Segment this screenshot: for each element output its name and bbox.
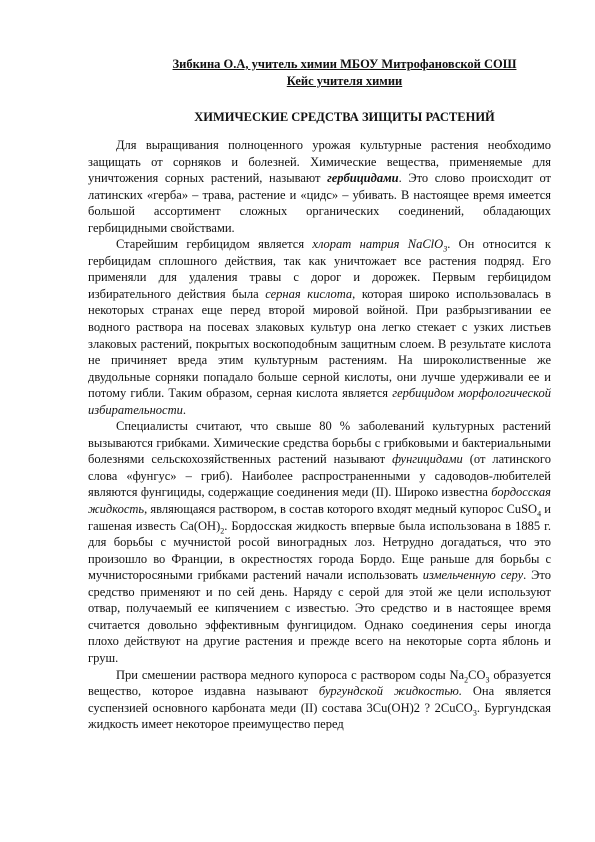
text-span: . Он относится к гербицидам сплошного действия, так как уничтожает все растения подряд. Его применяли для удаления травы с дорог и дорожек. Первым гербицидом избирательного действия была bbox=[88, 237, 551, 301]
text-span: образуется вещество, которое издавна называют bbox=[88, 667, 551, 699]
text-span: , которая широко использовалась в некоторых странах еще перед второй мировой войной. При разбрызгивании ее водного раствора на посевах злаковых культур она легко стекает с узких листьев злаковых растений, покрытых воскоподобным защитным слоем. В результате кислота не причиняет вреда этим культурным растениям. На широколиственные же двудольные сорняки попадало больше серной кислоты, они лучше удерживали ее и потому гибли. Таким образом, серная кислота является bbox=[88, 286, 551, 401]
text-span: хлорат натрия NaClO bbox=[312, 237, 444, 252]
text-span: Для выращивания полноценного урожая культурные растения необходимо защищать от сорняков и болезней. Химические вещества, применяемые для уничтожения сорных растений, называют bbox=[88, 138, 551, 186]
term-fungicides: фунгицидами bbox=[392, 452, 463, 467]
text-span: . Бордосская жидкость впервые была использована в 1885 г. для борьбы с мучнистой росой виноградных лоз. Нетрудно догадаться, что это произошло во Франции, в окрестностях города Бордо. Еще раньше для борьбы с мучнисторосяными грибками растений начали использовать bbox=[88, 518, 551, 583]
term-ground-sulfur: измельченную серу bbox=[422, 568, 524, 583]
text-span: (от латинского слова «фунгус» – гриб). Наиболее распространенными у садоводов-любителей являются фунгициды, содержащие соединения меди (II). Широко известна bbox=[88, 452, 551, 500]
chem-sodium-chlorate bbox=[312, 237, 448, 254]
case-subtitle: Кейс учителя химии bbox=[286, 74, 403, 88]
text-span: . Это средство применяют и по сей день. Наряду с серой для этой же цели используют отвар, получаемый ее кипячением с известью. Это средство и в настоящее время считается довольно эффективным фунгицидом. Однако соединения серы иногда плохо действуют на другие растения и прежде всего на некоторые сорта яблонь и груш. bbox=[88, 568, 551, 665]
paragraph-herbicides-intro bbox=[88, 137, 551, 236]
subscript: 3 bbox=[485, 675, 490, 684]
text-span: Старейшим гербицидом является bbox=[116, 237, 313, 252]
text-span: . Бургундская жидкость имеет некоторое преимущество перед bbox=[88, 700, 551, 732]
term-burgundy-mixture: бургундской жидкостью. bbox=[318, 684, 462, 699]
text-span: Она является суспензией основного карбоната меди (II) состава 3Cu(OH)2 ? 2CuCO bbox=[88, 684, 552, 715]
subscript: 4 bbox=[537, 509, 542, 519]
paragraph-sodium-chlorate bbox=[88, 236, 551, 418]
document-page bbox=[88, 56, 551, 733]
subscript: 2 bbox=[464, 675, 469, 684]
text-span: CO bbox=[468, 667, 486, 682]
text-span: . Это слово происходит от латинских «герба» – трава, растение и «цидс» – убивать. В настоящее время имеется большой ассортимент сложных органических соединений, обладающих гербицидными свойствами. bbox=[88, 171, 552, 235]
text-span: Специалисты считают, что свыше 80 % заболеваний культурных растений вызываются грибками. Химические средства борьбы с грибковыми и бактериальными болезнями сельскохозяйственных растений называют bbox=[88, 419, 551, 467]
text-span: При смешении раствора медного купороса с раствором соды Na bbox=[116, 667, 465, 682]
subscript: 3 bbox=[443, 244, 448, 254]
term-bordeaux-mixture: бордосская жидкость bbox=[88, 485, 551, 517]
author-line: Зибкина О.А, учитель химии МБОУ Митрофановской СОШ bbox=[172, 57, 517, 71]
term-morphological-selectivity: гербицидом морфологической избирательности bbox=[88, 386, 551, 417]
text-span: . bbox=[182, 402, 186, 417]
paragraph-burgundy-mixture bbox=[88, 667, 551, 733]
term-sulfuric-acid: серная кислота bbox=[265, 286, 353, 301]
subscript: 2 bbox=[220, 526, 225, 536]
text-span: и гашеная известь Ca(OH) bbox=[88, 502, 551, 533]
term-herbicides: гербицидами bbox=[327, 171, 399, 186]
subscript: 3 bbox=[472, 708, 477, 718]
document-title: ХИМИЧЕСКИЕ СРЕДСТВА ЗИЩИТЫ РАСТЕНИЙ bbox=[194, 110, 495, 124]
paragraph-fungicides bbox=[88, 418, 551, 666]
text-span: , являющаяся раствором, в состав которого входят медный купорос CuSO bbox=[144, 502, 538, 517]
